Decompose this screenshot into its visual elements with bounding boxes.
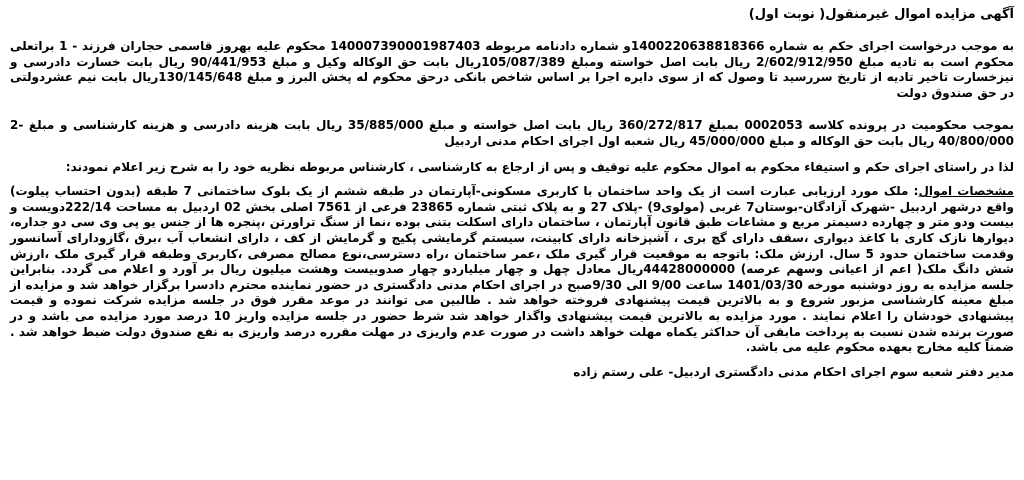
paragraph-judgment-2: بموجب محکومیت در پرونده کلاسه 0002053 بمبلغ 360/272/817 ریال بابت اصل خواسته و مبلغ 35/885/000 ریال بابت هزینه دادرسی و هزینه کارشناسی و مبلغ -2 40/800/000 ریال بابت حق الوکاله و مبلغ 45/000/000 ریال شعبه اول اجرای احکام مدنی اردبیل [10,118,1014,148]
notice-signature: مدیر دفتر شعبه سوم اجرای احکام مدنی دادگستری اردبیل- علی رستم زاده [573,364,1014,379]
specs-text: : ملک مورد ارزیابی عبارت است از یک واحد ساختمان با کاربری مسکونی-آپارتمان در طبقه ششم از یک بلوک ساختمانی 7 طبقه (بدون احتساب پیلوت) واقع درشهر اردبیل -شهرک آزادگان-بوستان7 غربی (مولوی9) -پلاک 27 و به پلاک ثبتی شماره 23865 فرعی از 7561 اصلی بخش 02 اردبیل به مساحت 222/14دویست و بیست ودو متر و چهارده دسیمتر مربع و مشاعات طبق قانون آپارتمان ، ساختمان دارای اسکلت بتنی بوده ،نما از سنگ تراورتن ،پنجره ها از جنس یو پی وی سی دو جداره، دیوارها نازک کاری با کاغذ دیواری ،سقف دارای گچ بری ، آشپزخانه دارای کابینت، سیستم گرمایشی پکیج و گرمایش از کف ، دارای انشعاب آب ،برق ،گازودارای آسانسور وقدمت ساختمان حدود 5 سال. ارزش ملک: باتوجه به موقعیت قرار گیری ملک ،عمر ساختمان ،راه دسترسی،نوع مصالح مصرفی ،کاربری وطبقه قرار گیری ملک ،ارزش شش دانگ ملک( اعم از اعیانی وسهم عرصه) 44428000000ریال معادل چهل و چهار میلیاردو چهار صدوبیست وهشت میلیون ریال بر آورد و اعلام می گردد. بنابراین جلسه مزایده به روز دوشنبه مورخه 1401/03/30 ساعت 9/00 الی 9/30صبح در اجرای احکام مدنی دادگستری در حضور نماینده محترم دادسرا برگزار خواهد شد و مزایده از مبلغ معینه کارشناسی مزبور شروع و به بالاترین قیمت پیشنهادی فروخته خواهد شد . طالبین می توانند در موعد مقرر فوق در جلسه مزایده شرکت نموده و قیمت پیشنهادی خودشان را اعلام نمایند . مورد مزایده به بالاترین قیمت پیشنهادی واگذار خواهد شد شرط حضور در جلسه مزایده واریز 10 درصد مورد مزایده می باشد و در صورت برنده شدن نسبت به پرداخت مابقی آن حداکثر یکماه مهلت خواهد داشت در صورت عدم واریزی در مهلت مقرره درصد واریزی به نفع صندوق دولت ضبط خواهد شد . ضمناً کلیه مخارج بعهده محکوم علیه می باشد. [10,184,1014,355]
specs-label: مشخصات اموال [918,184,1014,199]
paragraph-expert-intro: لذا در راستای اجرای حکم و استیفاء محکوم به اموال محکوم علیه توقیف و پس از ارجاع به کارشناسی ، کارشناس مربوطه نظریه خود را به شرح زیر اعلام نمودند: [65,159,1014,174]
paragraph-judgment-1: به موجب درخواست اجرای حکم به شماره 1400220638818366و شماره دادنامه مربوطه 140007390001987403 محکوم علیه بهروز قاسمی حجاران فرزند - 1 براتعلی محکوم است به تادیه مبلغ 2/602/912/950 ریال بابت اصل خواسته ومبلغ 105/087/389ریال بابت حق الوکاله وکیل و مبلغ 90/441/953 ریال بابت خسارت دادرسی و نیزخسارت تاخیر تادیه از تاریخ سررسید تا وصول که از سوی دایره اجرا بر اساس شاخص بانکی درحق محکوم له پخش البرز و مبلغ 130/145/648ریال بابت نیم عشردولتی در حق صندوق دولت [10,39,1015,100]
notice-title: آگهی مزایده اموال غیرمنقول( نوبت اول) [748,7,1014,22]
paragraph-property-specs [10,184,1014,356]
